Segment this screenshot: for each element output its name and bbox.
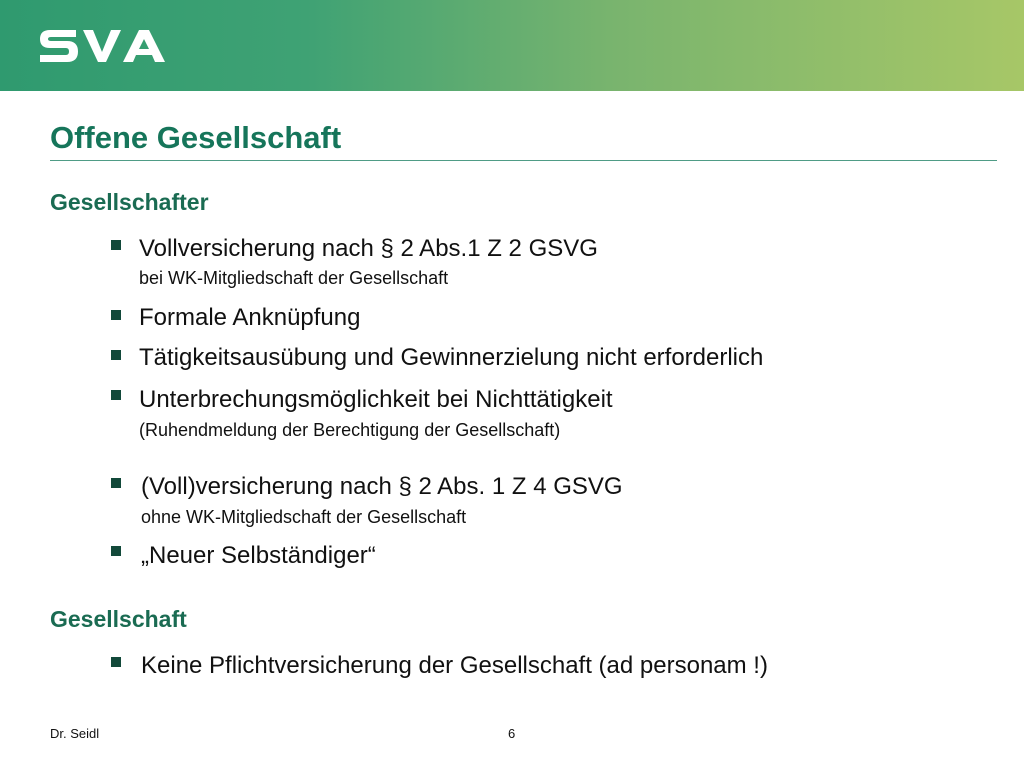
section-heading-gesellschaft: Gesellschaft [50, 606, 187, 632]
header-band [0, 0, 1024, 91]
page-number: 6 [508, 726, 516, 741]
slide-title: Offene Gesellschaft [50, 120, 342, 155]
section-heading-gesellschafter: Gesellschafter [50, 189, 209, 215]
list-item-note: bei WK-Mitgliedschaft der Gesellschaft [139, 268, 449, 288]
list-item-note: ohne WK-Mitgliedschaft der Gesellschaft [141, 507, 467, 527]
list-item: Formale Anknüpfung [139, 304, 361, 331]
bullet-square-icon [111, 350, 121, 360]
bullet-square-icon [111, 657, 121, 667]
list-item: Unterbrechungsmöglichkeit bei Nichttätigkeit [139, 386, 613, 413]
list-item: „Neuer Selbständiger“ [141, 542, 376, 569]
bullet-square-icon [111, 310, 121, 320]
title-divider [50, 160, 997, 161]
list-item: Tätigkeitsausübung und Gewinnerzielung nicht erforderlich [139, 344, 764, 371]
list-item: (Voll)versicherung nach § 2 Abs. 1 Z 4 GSVG [141, 473, 623, 500]
sva-logo [36, 22, 181, 70]
list-item: Vollversicherung nach § 2 Abs.1 Z 2 GSVG [139, 235, 598, 262]
bullet-square-icon [111, 546, 121, 556]
footer-author: Dr. Seidl [50, 726, 100, 741]
list-item-note: (Ruhendmeldung der Berechtigung der Gesellschaft) [139, 420, 561, 440]
list-item: Keine Pflichtversicherung der Gesellschaft (ad personam !) [141, 652, 768, 679]
bullet-square-icon [111, 390, 121, 400]
bullet-square-icon [111, 478, 121, 488]
bullet-square-icon [111, 240, 121, 250]
